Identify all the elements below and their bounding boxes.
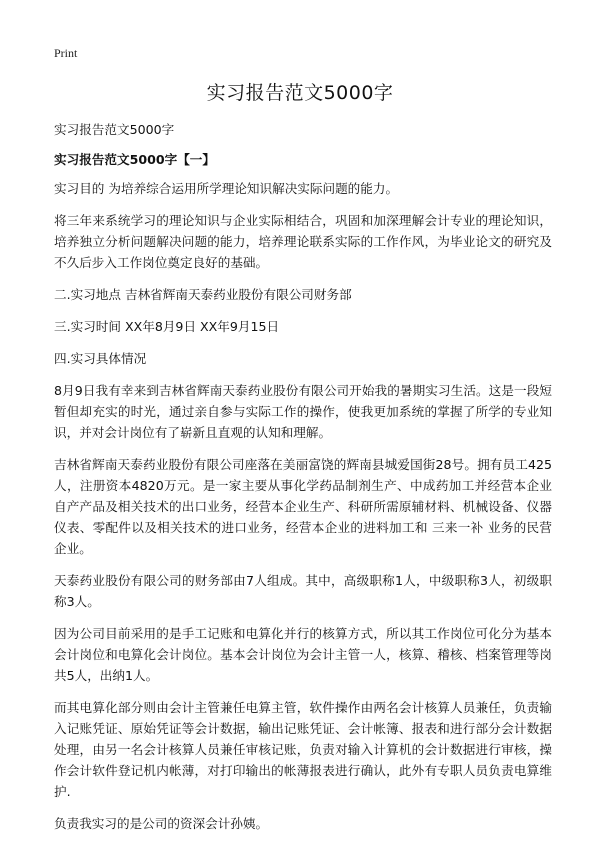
paragraph: 二.实习地点 吉林省辉南天泰药业股份有限公司财务部 [54, 287, 352, 302]
paragraph: 负责我实习的是公司的资深会计孙姨。 [54, 816, 269, 831]
print-link[interactable]: Print [54, 46, 78, 60]
document-title: 实习报告范文5000字 [206, 82, 394, 104]
paragraph: 吉林省辉南天泰药业股份有限公司座落在美丽富饶的辉南县城爱国街28号。拥有员工425人，注册资本4820万元。是一家主要从事化学药品制剂生产、中成药加工并经营本企业自产产品及相关技术的出口业务，经营本企业生产、科研所需原辅材料、机械设备、仪器仪表、零配件以及相关技术的进口业务，经营本企业的进料加工和 三来一补 业务的民营企业。 [54, 457, 552, 556]
paragraph: 三.实习时间 XX年8月9日 XX年9月15日 [54, 319, 280, 334]
section-heading: 实习报告范文5000字【一】 [54, 152, 215, 167]
paragraph: 天泰药业股份有限公司的财务部由7人组成。其中，高级职称1人，中级职称3人，初级职称3人。 [54, 573, 552, 609]
document-body [54, 119, 552, 845]
paragraph: 8月9日我有幸来到吉林省辉南天泰药业股份有限公司开始我的暑期实习生活。这是一段短暂但却充实的时光，通过亲自参与实际工作的操作，使我更加系统的掌握了所学的专业知识，并对会计岗位有了崭新且直观的认知和理解。 [54, 383, 552, 440]
paragraph: 将三年来系统学习的理论知识与企业实际相结合，巩固和加深理解会计专业的理论知识，培养独立分析问题解决问题的能力，培养理论联系实际的工作作风，为毕业论文的研究及不久后步入工作岗位奠定良好的基础。 [54, 213, 552, 270]
paragraph: 实习目的 为培养综合运用所学理论知识解决实际问题的能力。 [54, 181, 399, 196]
document-subtitle: 实习报告范文5000字 [54, 122, 175, 137]
paragraph: 因为公司目前采用的是手工记账和电算化并行的核算方式，所以其工作岗位可化分为基本会计岗位和电算化会计岗位。基本会计岗位为会计主管一人，核算、稽核、档案管理等岗共5人，出纳1人。 [54, 626, 552, 683]
paragraph: 而其电算化部分则由会计主管兼任电算主管，软件操作由两名会计核算人员兼任，负责输入记账凭证、原始凭证等会计数据，输出记账凭证、会计帐簿、报表和进行部分会计数据处理，由另一名会计核算人员兼任审核记账，负责对输入计算机的会计数据进行审核，操作会计软件登记机内帐薄，对打印输出的帐薄报表进行确认，此外有专职人员负责电算维护. [54, 700, 552, 799]
paragraph: 四.实习具体情况 [54, 351, 147, 366]
